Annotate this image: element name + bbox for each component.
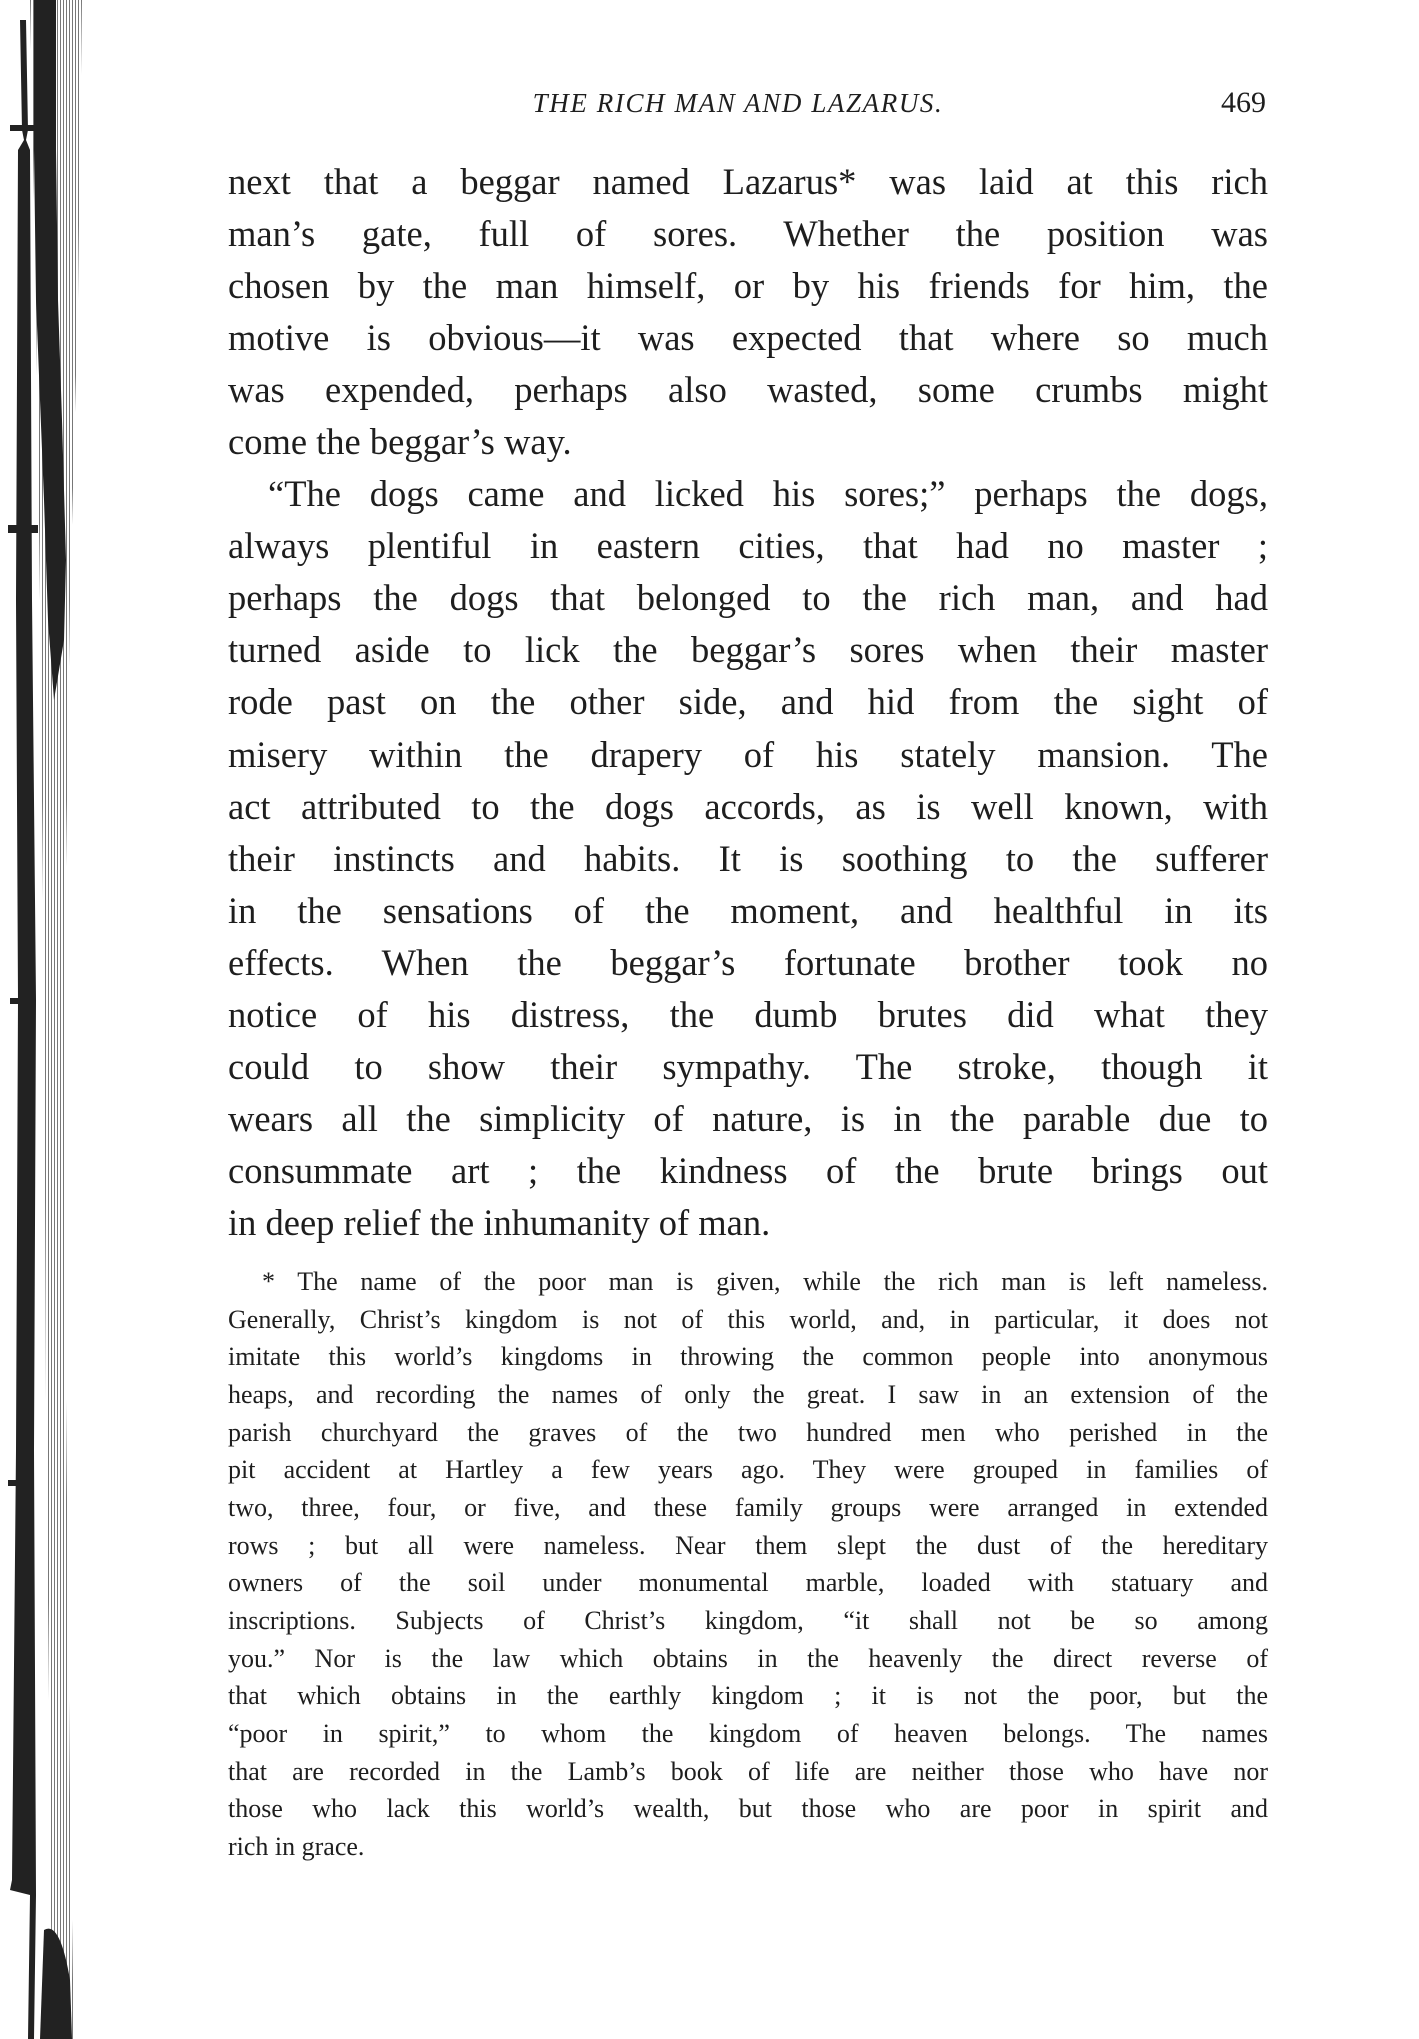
footnote-line: you.” Nor is the law which obtains in the heavenly the direct reverse of [228, 1643, 1268, 1673]
footnote-line: owners of the soil under monumental marble, loaded with statuary and [228, 1568, 1268, 1598]
footnote-line: two, three, four, or five, and these family groups were arranged in extended [228, 1492, 1268, 1522]
footnote-line: inscriptions. Subjects of Christ’s kingdom, “it shall not be so among [228, 1605, 1268, 1635]
footnote-line: imitate this world’s kingdoms in throwing the common people into anonymous [228, 1342, 1268, 1372]
footnote-line: Generally, Christ’s kingdom is not of this world, and, in particular, it does not [228, 1304, 1268, 1334]
body-line: come the beggar’s way. [228, 421, 572, 463]
body-text [228, 156, 1268, 1249]
footnote-line: “poor in spirit,” to whom the kingdom of heaven belongs. The names [228, 1718, 1268, 1748]
footnote-line: rows ; but all were nameless. Near them slept the dust of the hereditary [228, 1530, 1268, 1560]
footnote-line: those who lack this world’s wealth, but those who are poor in spirit and [228, 1794, 1268, 1824]
footnote-line: * The name of the poor man is given, while the rich man is left nameless. [262, 1267, 1268, 1296]
body-line: wears all the simplicity of nature, is in the parable due to [228, 1097, 1268, 1139]
book-spine-edge [0, 0, 95, 2039]
paragraph-start-line: “The dogs came and licked his sores;” perhaps the dogs, [268, 473, 1268, 515]
footnote-line: rich in grace. [228, 1831, 365, 1861]
body-line: could to show their sympathy. The stroke, though it [228, 1045, 1268, 1087]
footnote-line: heaps, and recording the names of only the great. I saw in an extension of the [228, 1379, 1268, 1409]
body-line: man’s gate, full of sores. Whether the position was [228, 213, 1268, 255]
body-line: act attributed to the dogs accords, as is well known, with [228, 785, 1268, 827]
footnote-line: that which obtains in the earthly kingdom ; it is not the poor, but the [228, 1681, 1268, 1711]
body-line: always plentiful in eastern cities, that had no master ; [228, 525, 1268, 567]
body-line: misery within the drapery of his stately mansion. The [228, 733, 1268, 775]
body-line: perhaps the dogs that belonged to the rich man, and had [228, 577, 1268, 619]
body-line: consummate art ; the kindness of the brute brings out [228, 1149, 1268, 1191]
body-line: rode past on the other side, and hid from the sight of [228, 681, 1268, 723]
body-line: notice of his distress, the dumb brutes did what they [228, 993, 1268, 1035]
body-line: their instincts and habits. It is soothing to the sufferer [228, 837, 1268, 879]
body-line: was expended, perhaps also wasted, some crumbs might [228, 369, 1268, 411]
footnote-line: parish churchyard the graves of the two hundred men who perished in the [228, 1417, 1268, 1447]
running-head [228, 78, 1268, 128]
body-line: motive is obvious—it was expected that where so much [228, 317, 1268, 359]
body-line: effects. When the beggar’s fortunate brother took no [228, 941, 1268, 983]
body-line: turned aside to lick the beggar’s sores when their master [228, 629, 1268, 671]
body-line: in deep relief the inhumanity of man. [228, 1201, 771, 1243]
page-number: 469 [1221, 86, 1266, 119]
footnote-line: pit accident at Hartley a few years ago. They were grouped in families of [228, 1455, 1268, 1485]
body-line: in the sensations of the moment, and healthful in its [228, 889, 1268, 931]
body-line: next that a beggar named Lazarus* was laid at this rich [228, 161, 1268, 202]
running-title: THE RICH MAN AND LAZARUS. [532, 88, 944, 118]
footnote-line: that are recorded in the Lamb’s book of life are neither those who have nor [228, 1756, 1268, 1786]
body-line: chosen by the man himself, or by his friends for him, the [228, 265, 1268, 307]
footnote [228, 1263, 1268, 1866]
